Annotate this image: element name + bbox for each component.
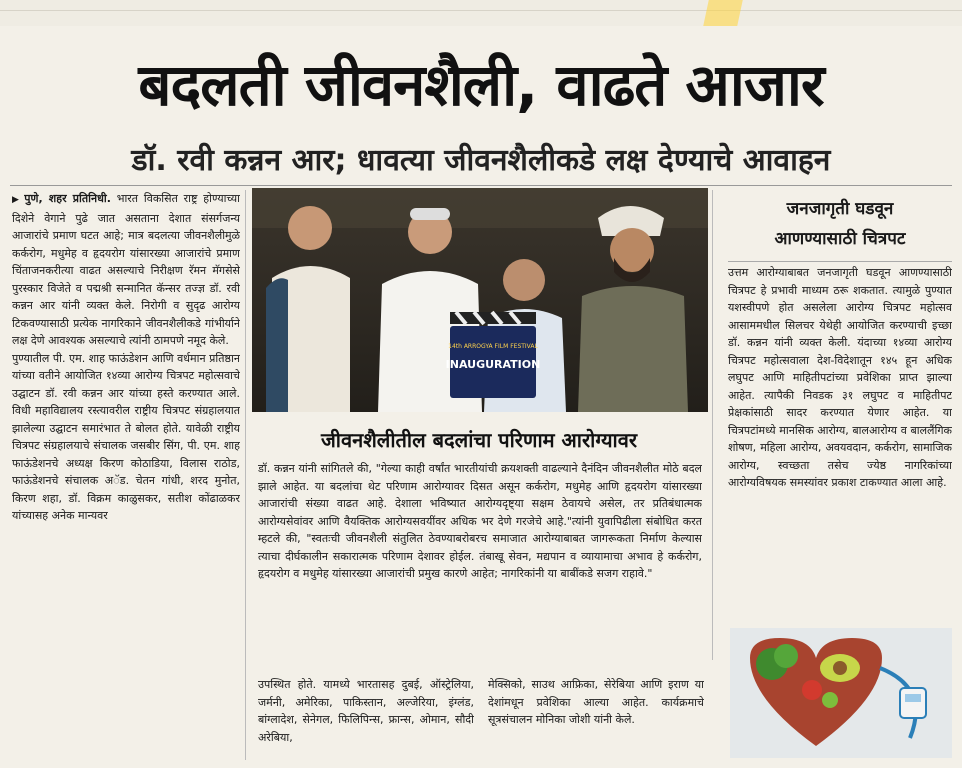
healthy-food-image: [730, 628, 952, 758]
previous-page-edge: [0, 0, 962, 11]
bottom-column-1-text: उपस्थित होते. यामध्ये भारतासह दुबई, ऑस्ट्रेलिया, जर्मनी, अमेरिका, पाकिस्तान, अल्जेरिया, इंग्लंड, बांग्लादेश, सेनेगल, फिलिपिन्स, फ्रान्स, ओमान, सौदी अरेबिया,: [258, 678, 474, 744]
sidebar-body-text: उत्तम आरोग्याबाबत जनजागृती घडवून आणण्यासाठी चित्रपट हे प्रभावी माध्यम ठरू शकतात. त्यामुळे पुण्यात यशस्वीपणे होत असलेला आरोग्य चित्रपट महोत्सव आसाममधील सिलचर येथेही आयोजित करण्याची इच्छा डॉ. कन्नन यांनी व्यक्त केली. यंदाच्या १४व्या आरोग्य चित्रपट महोत्सवाला देश-विदेशातून १४५ हून अधिक लघुपट आणि माहितीपटांच्या प्रवेशिका प्राप्त झाल्या आहेत. त्यापैकी निवडक ३१ लघुपट व माहितीपट प्रेक्षकांसाठी सादर करण्यात येणार आहेत. या चित्रपटांमध्ये मानसिक आरोग्य, बालआरोग्य व बाललैंगिक शोषण, महिला आरोग्य, अवयवदान, कर्करोग, सामाजिक आरोग्य, स्वच्छता तसेच ज्येष्ठ नागरिकांच्या आरोग्यविषयक समस्यांवर प्रकाश टाकण्यात आला आहे.: [728, 266, 952, 489]
sidebar-heading-line-2: आणण्यासाठी चित्रपट: [774, 229, 906, 249]
left-para-2: पुण्यातील पी. एम. शाह फाऊंडेशन आणि वर्धमान प्रतिष्ठान यांच्या वतीने आयोजित १४व्या आरोग्य चित्रपट महोत्सवाचे उद्घाटन डॉ. रवी कन्नन आर यांच्या हस्ते करण्यात आले. विधी महाविद्यालय रस्त्यावरील राष्ट्रीय चित्रपट संग्रहालयात झालेल्या उद्घाटन समारंभात ते बोलत होते. यावेळी राष्ट्रीय चित्रपट संग्रहालयाचे संचालक जसबीर सिंग, पी. एम. शाह फाऊंडेशनचे अध्यक्ष किरण कोठाडिया, विलास राठोड, फाऊंडेशनचे संचालक अॅड. चेतन गांधी, शरद मुनोत, किरण शहा, डॉ. विक्रम काळुसकर, सतीश कोंढाळकर यांच्यासह अनेक मान्यवर: [12, 351, 240, 522]
event-photo: [252, 188, 708, 412]
heart-food-illustration: [730, 628, 952, 758]
bottom-column-2: [488, 676, 704, 762]
inauguration-photo-illustration: [252, 188, 708, 412]
column-divider: [245, 190, 246, 760]
dateline: पुणे, शहर प्रतिनिधी.: [24, 192, 111, 205]
bottom-column-1: [258, 676, 474, 762]
box-heading: जीवनशैलीतील बदलांचा परिणाम आरोग्यावर: [320, 428, 638, 452]
box-border-right: [712, 190, 713, 660]
subheadline: डॉ. रवी कन्नन आर; धावत्या जीवनशैलीकडे लक्ष देण्याचे आवाहन: [131, 143, 831, 178]
sidebar-body: [728, 264, 952, 624]
box-body: [258, 460, 702, 672]
headline: बदलती जीवनशैली, वाढते आजार: [138, 51, 824, 119]
headline-divider: [10, 185, 952, 186]
sidebar-heading: [728, 188, 952, 262]
triangle-bullet-icon: ▶: [12, 195, 22, 205]
left-para-1: [12, 190, 240, 350]
box-body-text: डॉ. कन्नन यांनी सांगितले की, "गेल्या काही वर्षांत भारतीयांची क्रयशक्ती वाढल्याने दैनंदिन जीवनशैलीत मोठे बदल झाले आहेत. या बदलांचा थेट परिणाम आरोग्यावर दिसत असून कर्करोग, मधुमेह आणि हृदयरोग यांसारख्या आजारांची संख्या वाढत आहे. देशाला भविष्यात आरोग्यदृष्ट्या सक्षम ठेवायचे असेल, तर प्रतिबंधात्मक आरोग्यसेवांवर आणि वैयक्तिक आरोग्यसवयींवर अधिक भर देणे गरजेचे आहे."त्यांनी युवापिढीला संबोधित करत म्हटले की, "स्वतःची जीवनशैली संतुलित ठेवण्याबरोबरच समाजात आरोग्याबाबत जागरूकता निर्माण केल्यास त्याचा दीर्घकालीन सकारात्मक परिणाम देशावर होईल. तंबाखू सेवन, मद्यपान व व्यायामाचा अभाव हे कर्करोग, हृदयरोग व मधुमेह यांसारख्या आजारांची प्रमुख कारणे आहेत; नागरिकांनी या बाबींकडे सजग राहावे.": [258, 462, 702, 580]
top-strip: [0, 0, 962, 26]
sidebar-heading-line-1: जनजागृती घडवून: [786, 199, 894, 219]
left-column: [12, 190, 240, 762]
left-para-1-text: भारत विकसित राष्ट्र होण्याच्या दिशेने वेगाने पुढे जात असताना देशात संसर्गजन्य आजारांचे प्रमाण घटत आहे; मात्र बदलत्या जीवनशैलीमुळे कर्करोग, मधुमेह व हृदयरोग यांसारख्या आजारांचे प्रमाण चिंताजनकरीत्या वाढत असल्याचे निरीक्षण रॅमन मॅगसेसे पुरस्कार विजेते व पद्मश्री सन्मानित कॅन्सर तज्ज्ञ डॉ. रवी कन्नन आर यांनी व्यक्त केले. निरोगी व सुदृढ आरोग्य टिकवण्यासाठी प्रत्येक नागरिकाने जीवनशैलीकडे गांभीर्याने लक्ष देणे आवश्यक असल्याचे त्यांनी ठामपणे नमूद केले.: [12, 192, 240, 347]
clapboard-line-2: INAUGURATION: [445, 358, 541, 371]
highlighter-mark: [703, 0, 743, 26]
clapboard-line-1: 14th ARROGYA FILM FESTIVAL: [448, 343, 538, 350]
bottom-column-2-text: मेक्सिको, साउथ आफ्रिका, सेरेबिया आणि इराण या देशांमधून प्रवेशिका आल्या आहेत. कार्यक्रमाचे सूत्रसंचालन मोनिका जोशी यांनी केले.: [488, 678, 704, 726]
